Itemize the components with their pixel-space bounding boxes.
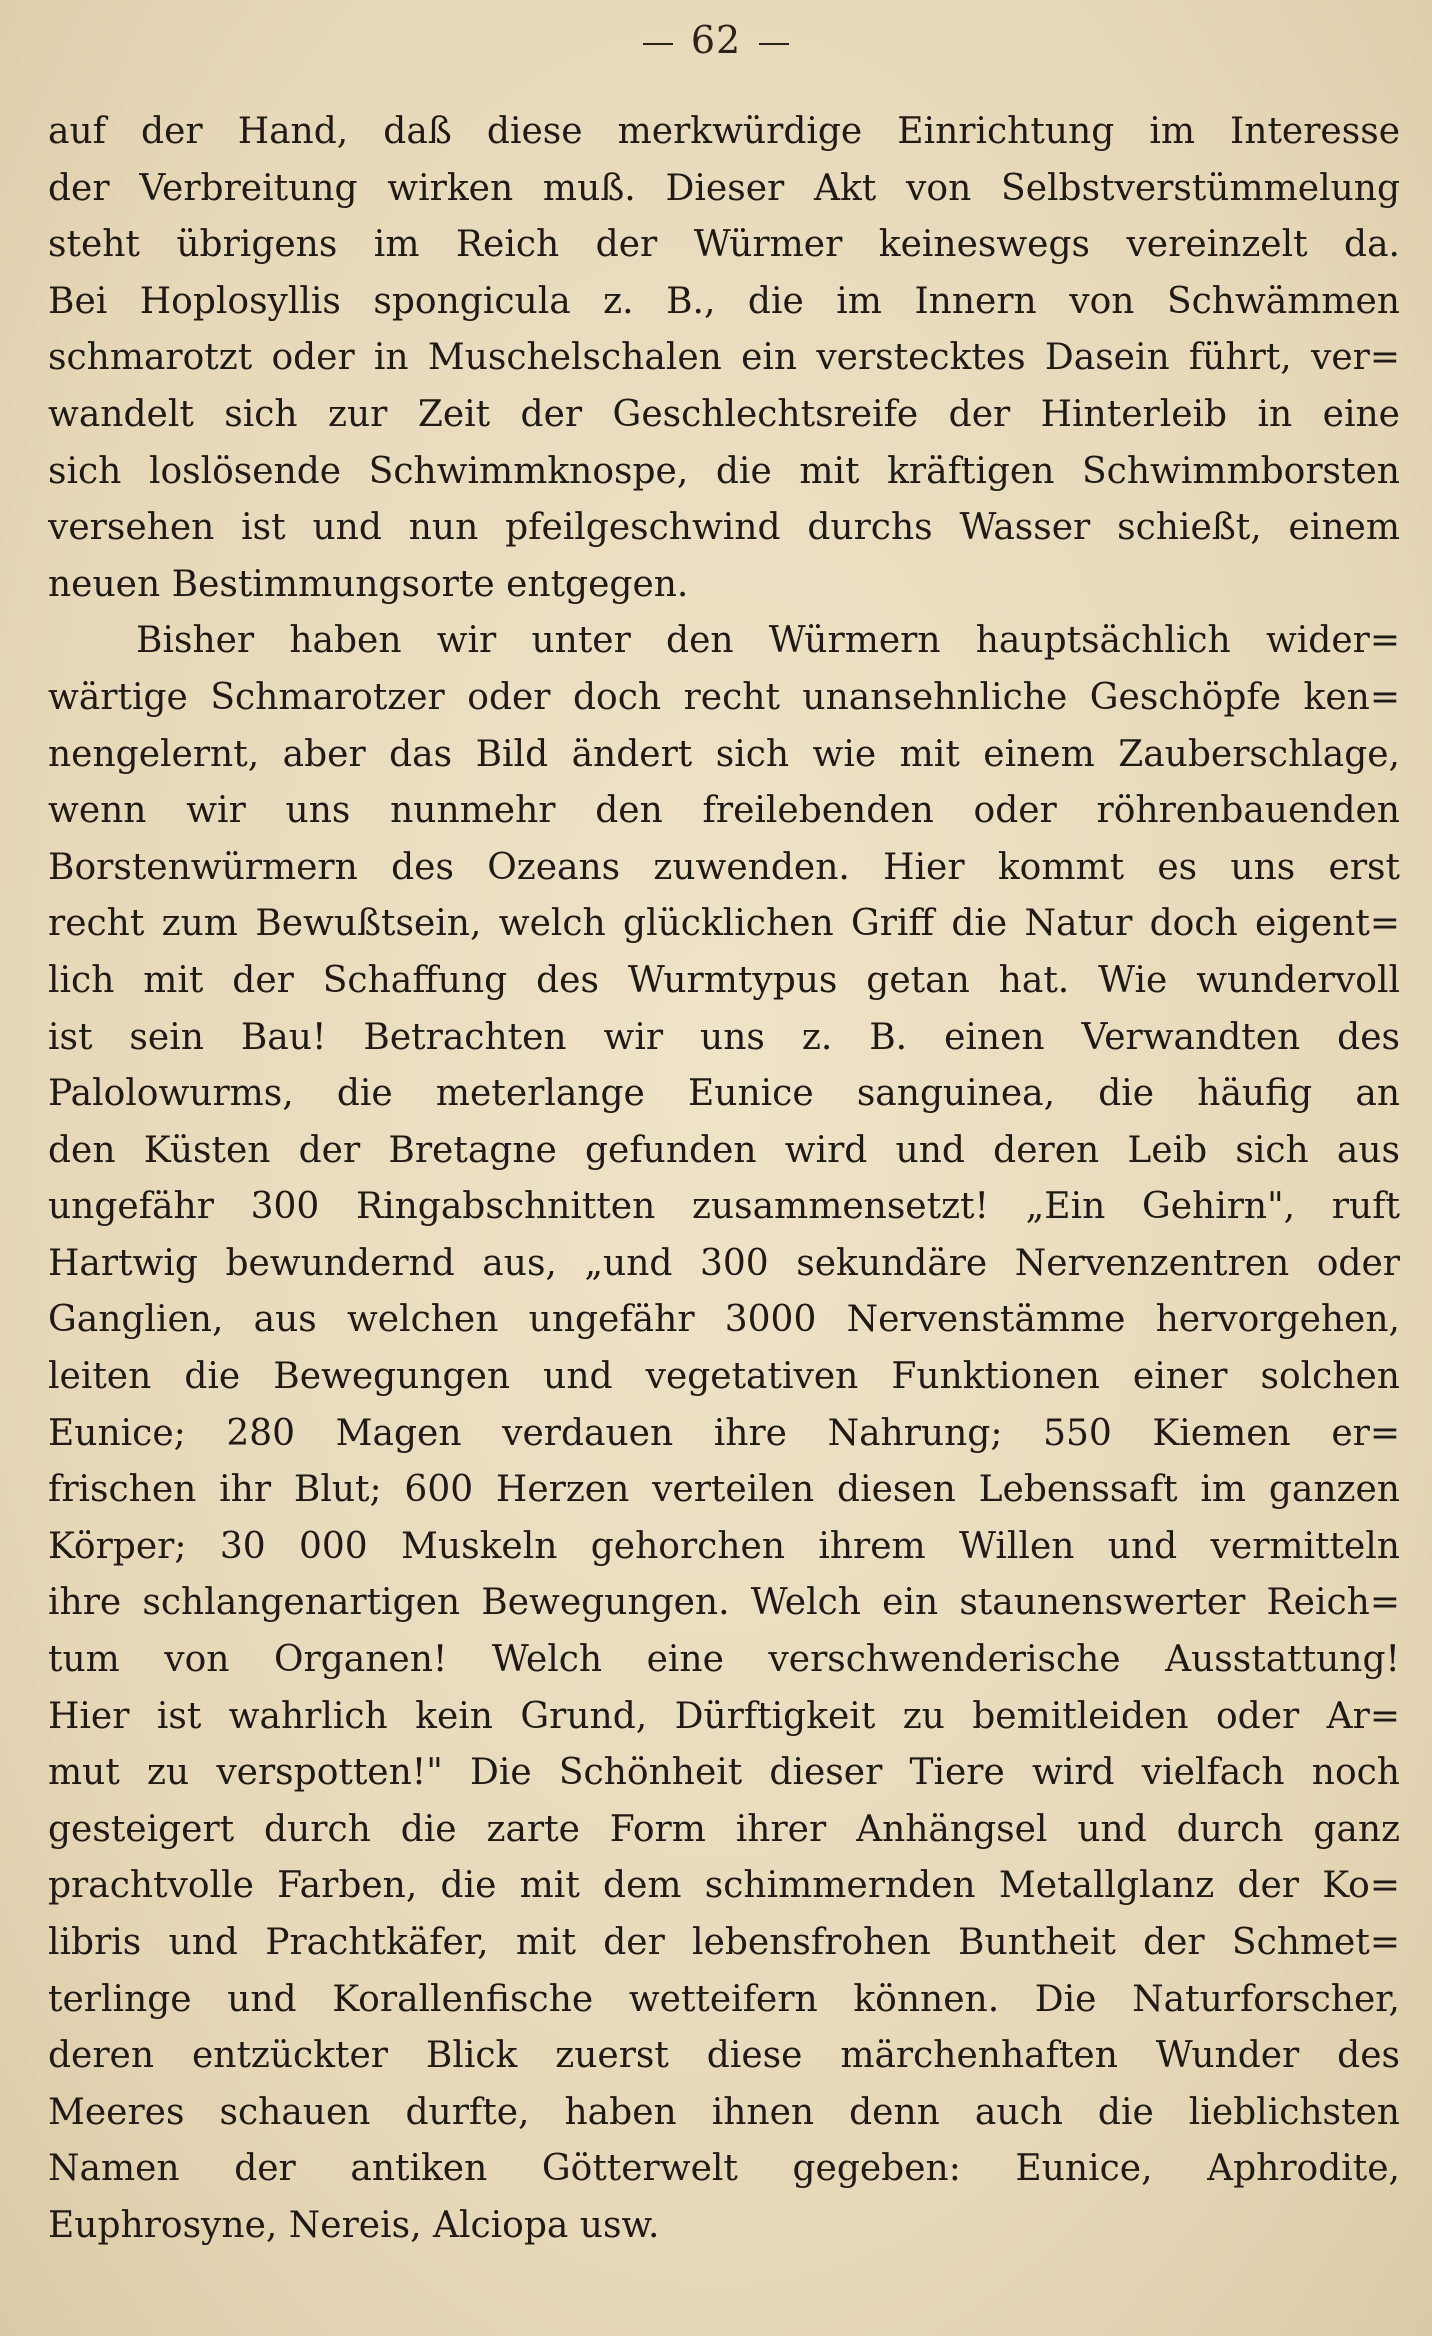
text-line: Ganglien, aus welchen ungefähr 3000 Nervenstämme hervorgehen, [48,1299,1400,1341]
text-line: auf der Hand, daß diese merkwürdige Einrichtung im Interesse [48,111,1400,152]
text-line: deren entzückter Blick zuerst diese märchenhaften Wunder des [48,2035,1400,2077]
text-line: wärtige Schmarotzer oder doch recht unansehnliche Geschöpfe ken= [48,676,1400,718]
text-line: libris und Prachtkäfer, mit der lebensfrohen Buntheit der Schmet= [48,1922,1400,1963]
text-line: ungefähr 300 Ringabschnitten zusammensetzt! „Ein Gehirn", ruft [48,1186,1400,1228]
text-line: Meeres schauen durfte, haben ihnen denn auch die lieblichsten [48,2091,1400,2133]
text-line: wenn wir uns nunmehr den freilebenden oder röhrenbauenden [48,790,1400,832]
header-dash-right [759,43,789,45]
text-line: ihre schlangenartigen Bewegungen. Welch ein staunenswerter Reich= [48,1582,1400,1624]
text-line: Euphrosyne, Nereis, Alciopa usw. [48,2204,660,2246]
page-number: 62 [690,18,742,62]
text-line: steht übrigens im Reich der Würmer keineswegs vereinzelt da. [48,224,1400,266]
text-line: frischen ihr Blut; 600 Herzen verteilen diesen Lebenssaft im ganzen [48,1469,1400,1511]
text-line: lich mit der Schaffung des Wurmtypus getan hat. Wie wundervoll [48,959,1400,1001]
text-line: versehen ist und nun pfeilgeschwind durchs Wasser schießt, einem [48,507,1400,549]
text-line: den Küsten der Bretagne gefunden wird und deren Leib sich aus [48,1129,1400,1171]
text-line: prachtvolle Farben, die mit dem schimmernden Metallglanz der Ko= [48,1865,1400,1907]
text-line: Hartwig bewundernd aus, „und 300 sekundäre Nervenzentren oder [48,1242,1400,1284]
text-line: Körper; 30 000 Muskeln gehorchen ihrem Willen und vermitteln [48,1525,1400,1567]
text-line: wandelt sich zur Zeit der Geschlechtsreife der Hinterleib in eine [48,393,1400,435]
text-line: der Verbreitung wirken muß. Dieser Akt von Selbstverstümmelung [48,167,1400,209]
header-dash-left [643,43,673,45]
text-line: Palolowurms, die meterlange Eunice sanguinea, die häufig an [48,1073,1400,1115]
text-line: nengelernt, aber das Bild ändert sich wie mit einem Zauberschlage, [48,733,1400,775]
page-header [0,18,1432,62]
text-line: mut zu verspotten!" Die Schönheit dieser Tiere wird vielfach noch [48,1752,1400,1794]
text-line: Hier ist wahrlich kein Grund, Dürftigkeit zu bemitleiden oder Ar= [48,1695,1400,1737]
body-text [48,104,1400,2255]
text-line: gesteigert durch die zarte Form ihrer Anhängsel und durch ganz [48,1808,1400,1850]
text-line: ist sein Bau! Betrachten wir uns z. B. einen Verwandten des [48,1016,1400,1058]
text-line: recht zum Bewußtsein, welch glücklichen Griff die Natur doch eigent= [48,903,1400,945]
text-line: schmarotzt oder in Muschelschalen ein verstecktes Dasein führt, ver= [48,337,1400,379]
text-line: tum von Organen! Welch eine verschwenderische Ausstattung! [48,1639,1400,1681]
text-line: neuen Bestimmungsorte entgegen. [48,563,689,605]
text-line: Bisher haben wir unter den Würmern hauptsächlich wider= [136,620,1400,662]
text-line: sich loslösende Schwimmknospe, die mit kräftigen Schwimmborsten [48,450,1400,492]
text-line: leiten die Bewegungen und vegetativen Funktionen einer solchen [48,1356,1400,1398]
text-line: Eunice; 280 Magen verdauen ihre Nahrung; 550 Kiemen er= [48,1412,1400,1454]
text-line: terlinge und Korallenfische wetteifern können. Die Naturforscher, [48,1978,1400,2020]
text-line: Borstenwürmern des Ozeans zuwenden. Hier kommt es uns erst [48,846,1400,888]
text-line: Namen der antiken Götterwelt gegeben: Eunice, Aphrodite, [48,2148,1400,2190]
text-line: Bei Hoplosyllis spongicula z. B., die im Innern von Schwämmen [48,280,1400,322]
